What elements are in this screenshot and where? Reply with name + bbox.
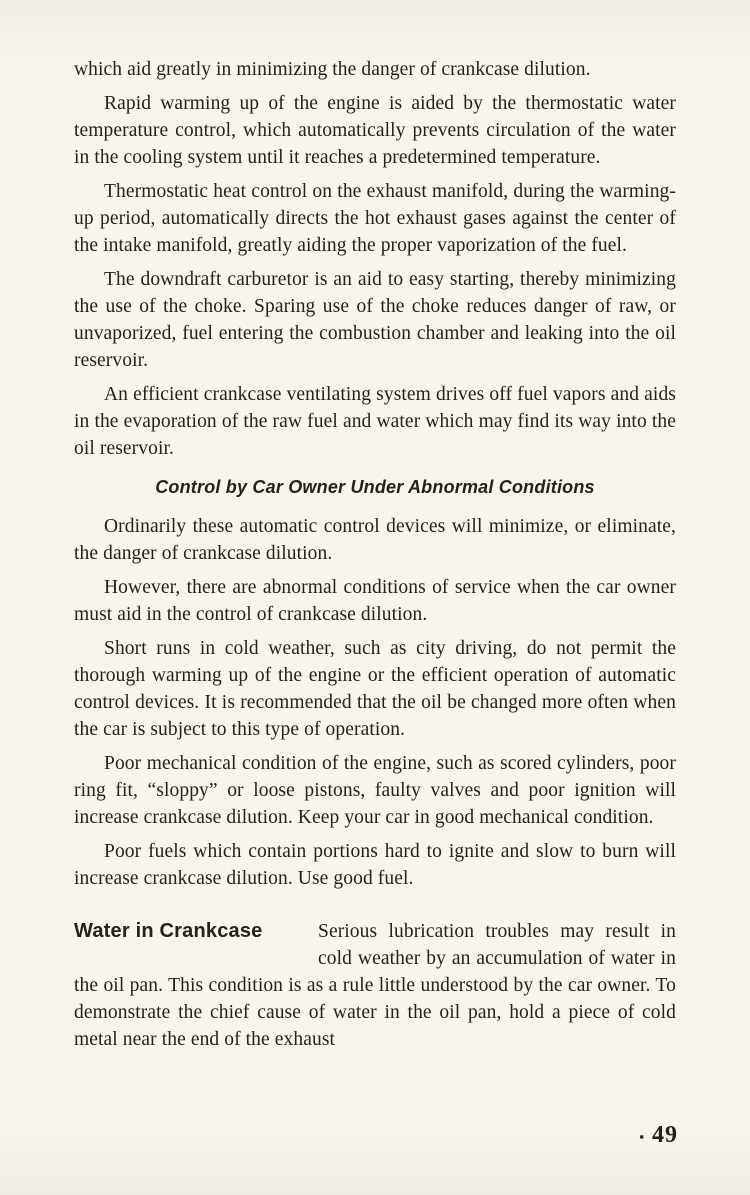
paragraph: Poor mechanical condition of the engine, such as scored cylinders, poor ring fit, “sloppy” or loose pistons, faulty valves and poor ignition will increase crankcase dilution. Keep your car in good mechanical condition.	[74, 753, 676, 828]
paragraph: Rapid warming up of the engine is aided by the thermostatic water temperature control, which automatically prevents circulation of the water in the cooling system until it reaches a predetermined temperature.	[74, 93, 676, 168]
paragraph: The downdraft carburetor is an aid to easy starting, thereby minimizing the use of the choke. Sparing use of the choke reduces danger of raw, or unvaporized, fuel entering the combustion chamber and leaking into the oil reservoir.	[74, 269, 676, 371]
paragraph: An efficient crankcase ventilating system drives off fuel vapors and aids in the evaporation of the raw fuel and water which may find its way into the oil reservoir.	[74, 384, 676, 459]
paragraph: However, there are abnormal conditions of service when the car owner must aid in the control of crankcase dilution.	[74, 577, 676, 625]
run-in-heading: Water in Crankcase	[74, 920, 263, 942]
section-heading: Control by Car Owner Under Abnormal Conditions	[155, 477, 595, 497]
paragraph: Thermostatic heat control on the exhaust manifold, during the warming-up period, automatically directs the hot exhaust gases against the center of the intake manifold, greatly aiding the proper vaporization of the fuel.	[74, 181, 676, 256]
paragraph: Ordinarily these automatic control devices will minimize, or eliminate, the danger of crankcase dilution.	[74, 516, 676, 564]
paragraph: Poor fuels which contain portions hard to ignite and slow to burn will increase crankcase dilution. Use good fuel.	[74, 841, 676, 889]
page-number-bullet: ▪	[639, 1129, 645, 1144]
paragraph: which aid greatly in minimizing the danger of crankcase dilution.	[74, 59, 591, 80]
page-number-value: 49	[652, 1122, 678, 1148]
page-content	[74, 56, 676, 1060]
paragraph: Short runs in cold weather, such as city driving, do not permit the thorough warming up of the engine or the efficient operation of automatic control devices. It is recommended that the oil be changed more often when the car is subject to this type of operation.	[74, 638, 676, 740]
run-in-text: Serious lubrication troubles may result in cold weather by an accumulation of water in the oil pan. This condition is as a rule little understood by the car owner. To demonstrate the chief cause of water in the oil pan, hold a piece of cold metal near the end of the exhaust	[74, 921, 676, 1050]
page-number	[639, 1122, 678, 1149]
water-in-crankcase-section	[74, 918, 676, 1053]
